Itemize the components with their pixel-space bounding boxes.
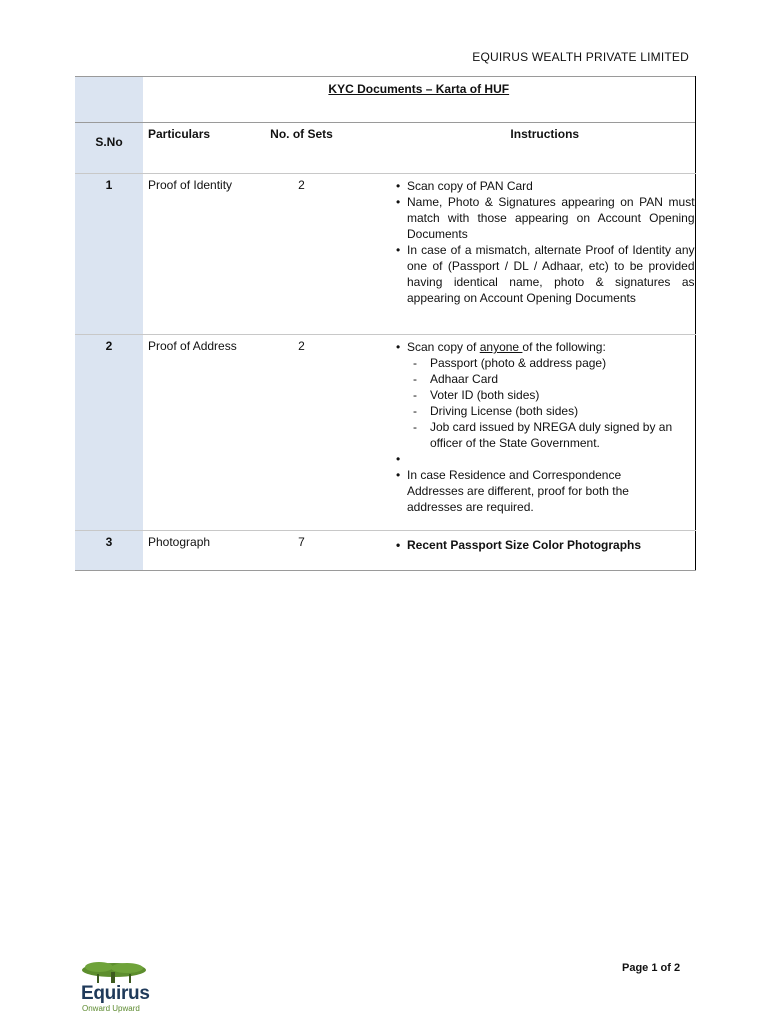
row-sets: 7 (258, 531, 385, 571)
logo-tagline: Onward Upward (82, 1004, 140, 1013)
instruction-bullet: • Name, Photo & Signatures appearing on PAN must match with those appearing on Account Opening Documents (393, 194, 695, 242)
instruction-bullet: • In case of a mismatch, alternate Proof of Identity any one of (Passport / DL / Adhaar, etc) to be provided having identical name, photo & signatures as appearing on Account Opening Documents (393, 242, 695, 306)
sub-item: - Adhaar Card (407, 371, 695, 387)
row-particulars: Photograph (143, 531, 258, 571)
header-sets: No. of Sets (258, 123, 385, 174)
instruction-bullet: • In case Residence and Correspondence Addresses are different, proof for both the addresses are required. (393, 467, 695, 515)
sub-item: - Driving License (both sides) (407, 403, 695, 419)
instruction-bullet: • Scan copy of anyone of the following: - Passport (photo & address page) - Adhaar Card - Voter ID (both sides) - Driving License (both sides) - Job card issued by NREGA duly signed by an officer of the State Government. (393, 339, 695, 451)
table-row (75, 335, 695, 531)
page-number: Page 1 of 2 (622, 962, 681, 974)
row-sno: 2 (75, 335, 143, 531)
row-particulars: Proof of Identity (143, 174, 258, 335)
kyc-table (75, 76, 696, 571)
header-sno: S.No (75, 123, 143, 174)
instruction-bullet: • Scan copy of PAN Card (393, 178, 695, 194)
row-sets: 2 (258, 174, 385, 335)
row-sno: 1 (75, 174, 143, 335)
title-row (75, 77, 695, 123)
table-row (75, 531, 695, 571)
sub-item: - Passport (photo & address page) (407, 355, 695, 371)
instruction-bullet: • Recent Passport Size Color Photographs (393, 537, 695, 553)
row-sets: 2 (258, 335, 385, 531)
sub-item: - Job card issued by NREGA duly signed by an officer of the State Government. (407, 419, 695, 451)
header-particulars: Particulars (143, 123, 258, 174)
table-row (75, 174, 695, 335)
row-particulars: Proof of Address (143, 335, 258, 531)
header-row (75, 123, 695, 174)
row-instructions (385, 335, 695, 531)
row-instructions (385, 174, 695, 335)
row-sno: 3 (75, 531, 143, 571)
header-instructions: Instructions (385, 123, 695, 174)
company-name: EQUIRUS WEALTH PRIVATE LIMITED (472, 50, 689, 64)
logo-text: Equirus (81, 983, 150, 1004)
row-instructions (385, 531, 695, 571)
table-title: KYC Documents – Karta of HUF (143, 77, 695, 123)
sub-item: - Voter ID (both sides) (407, 387, 695, 403)
